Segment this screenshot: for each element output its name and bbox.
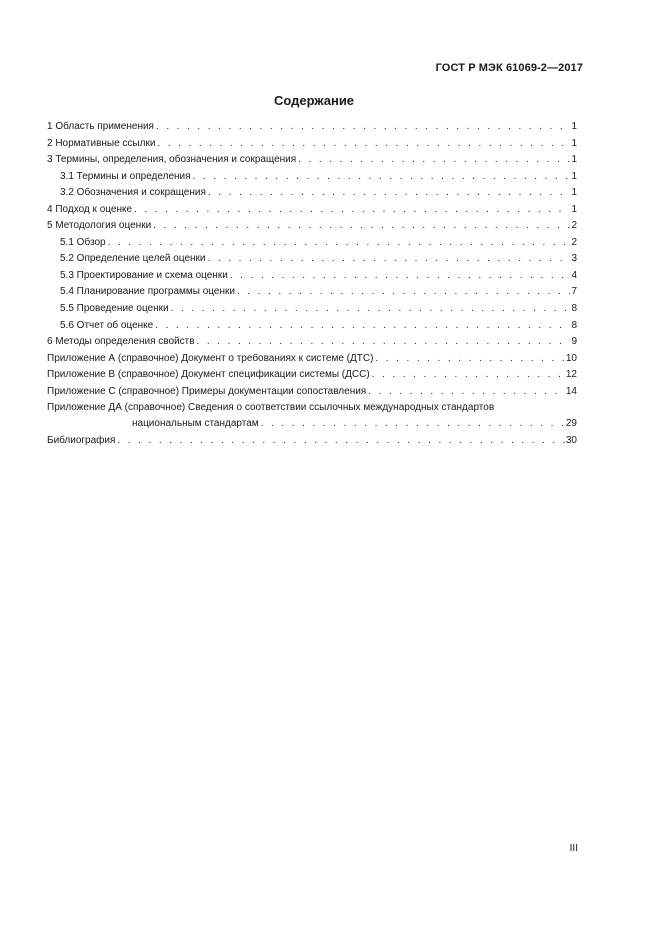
toc-leader-dots	[197, 335, 571, 349]
toc-leader-dots	[237, 285, 570, 299]
toc-entry-page: 1	[571, 121, 577, 132]
toc-subentry[interactable]	[47, 285, 577, 302]
toc-entry-annex-c[interactable]	[47, 385, 577, 402]
toc-entry-page: 14	[565, 385, 577, 397]
toc-entry[interactable]	[47, 219, 577, 236]
toc-entry-label: 5.1 Обзор	[60, 236, 106, 248]
toc-entry-label: 5 Методология оценки	[47, 220, 152, 232]
document-code: ГОСТ Р МЭК 61069-2—2017	[435, 62, 583, 74]
toc-leader-dots	[134, 203, 570, 217]
toc-entry[interactable]	[47, 335, 577, 352]
toc-leader-dots	[117, 434, 564, 448]
toc-leader-dots	[157, 137, 570, 151]
toc-leader-dots	[298, 153, 570, 167]
toc-entry-label: 5.6 Отчет об оценке	[60, 319, 154, 331]
toc-entry-continuation	[47, 417, 577, 433]
toc-entry-label: Приложение А (справочное) Документ о требованиях к системе (ДТС)	[47, 352, 374, 364]
toc-leader-dots	[372, 368, 565, 382]
toc-title: Содержание	[273, 93, 355, 108]
toc-entry-page: 4	[571, 269, 577, 281]
toc-leader-dots	[208, 252, 571, 266]
toc-entry-page: 12	[565, 369, 577, 381]
toc-subentry[interactable]	[47, 236, 577, 253]
toc-entry-page: 9	[571, 336, 577, 348]
toc-entry-page: 1	[571, 203, 577, 215]
toc-entry-label: Приложение В (справочное) Документ спецификации системы (ДСС)	[47, 369, 370, 381]
toc-entry-page: 10	[565, 352, 577, 364]
toc-entry-label: 5.5 Проведение оценки	[60, 303, 169, 315]
toc-entry-label: 6 Методы определения свойств	[47, 336, 195, 348]
toc-entry-annex-b[interactable]	[47, 368, 577, 385]
toc-entry-page: 2	[571, 220, 577, 232]
toc-entry-page: 1	[571, 187, 577, 199]
toc-entry-label: Библиография	[47, 435, 116, 447]
toc-entry-page: 1	[571, 170, 577, 182]
toc-entry-label: 5.3 Проектирование и схема оценки	[60, 269, 228, 281]
toc-entry-label: 5.4 Планирование программы оценки	[60, 286, 235, 298]
toc-entry-annex-da[interactable]	[47, 401, 577, 434]
toc-entry-label: 5.2 Определение целей оценки	[60, 253, 206, 265]
toc-entry-bibliography[interactable]	[47, 434, 577, 451]
toc-leader-dots	[193, 170, 571, 184]
toc-entry-page: 30	[565, 435, 577, 447]
toc-entry-label: 2 Нормативные ссылки	[47, 137, 156, 149]
toc-leader-dots	[155, 319, 570, 333]
toc-entry-page: 8	[571, 303, 577, 315]
toc-entry-page: 3	[571, 253, 577, 265]
toc-entry-annex-a[interactable]	[47, 352, 577, 369]
toc-leader-dots	[108, 236, 571, 250]
toc-leader-dots	[208, 186, 571, 200]
toc-leader-dots	[230, 269, 571, 283]
toc-entry-label: 3.2 Обозначения и сокращения	[60, 187, 206, 199]
toc-entry-label: 3 Термины, определения, обозначения и сокращения	[47, 154, 297, 166]
page-number: III	[569, 843, 578, 854]
toc-entry-page: 2	[571, 236, 577, 248]
toc-entry-label: 3.1 Термины и определения	[60, 170, 191, 182]
toc-leader-dots	[368, 385, 565, 399]
toc-entry-page: 1	[571, 137, 577, 149]
toc-entry[interactable]	[47, 120, 577, 137]
toc-entry-label: 4 Подход к оценке	[47, 203, 133, 215]
toc-entry[interactable]	[47, 203, 577, 220]
table-of-contents	[47, 120, 577, 451]
toc-subentry[interactable]	[47, 186, 577, 203]
toc-subentry[interactable]	[47, 170, 577, 187]
toc-subentry[interactable]	[47, 269, 577, 286]
toc-entry-page: 8	[571, 319, 577, 331]
toc-entry-page: 29	[565, 418, 577, 430]
toc-entry-label: 1 Область применения	[47, 121, 154, 132]
toc-entry[interactable]	[47, 153, 577, 170]
toc-entry-label-continued: национальным стандартам	[132, 418, 259, 430]
toc-subentry[interactable]	[47, 319, 577, 336]
toc-entry-page: 7	[571, 286, 577, 298]
toc-subentry[interactable]	[47, 252, 577, 269]
toc-entry[interactable]	[47, 137, 577, 154]
toc-leader-dots	[153, 219, 570, 233]
toc-leader-dots	[375, 352, 564, 366]
toc-leader-dots	[171, 302, 571, 316]
toc-subentry[interactable]	[47, 302, 577, 319]
toc-entry-label: Приложение С (справочное) Примеры документации сопоставления	[47, 385, 367, 397]
toc-entry-label: Приложение ДА (справочное) Сведения о соответствии ссылочных международных стандартов	[47, 402, 495, 414]
toc-entry-page: 1	[571, 154, 577, 166]
toc-leader-dots	[156, 120, 570, 134]
toc-leader-dots	[261, 417, 565, 431]
